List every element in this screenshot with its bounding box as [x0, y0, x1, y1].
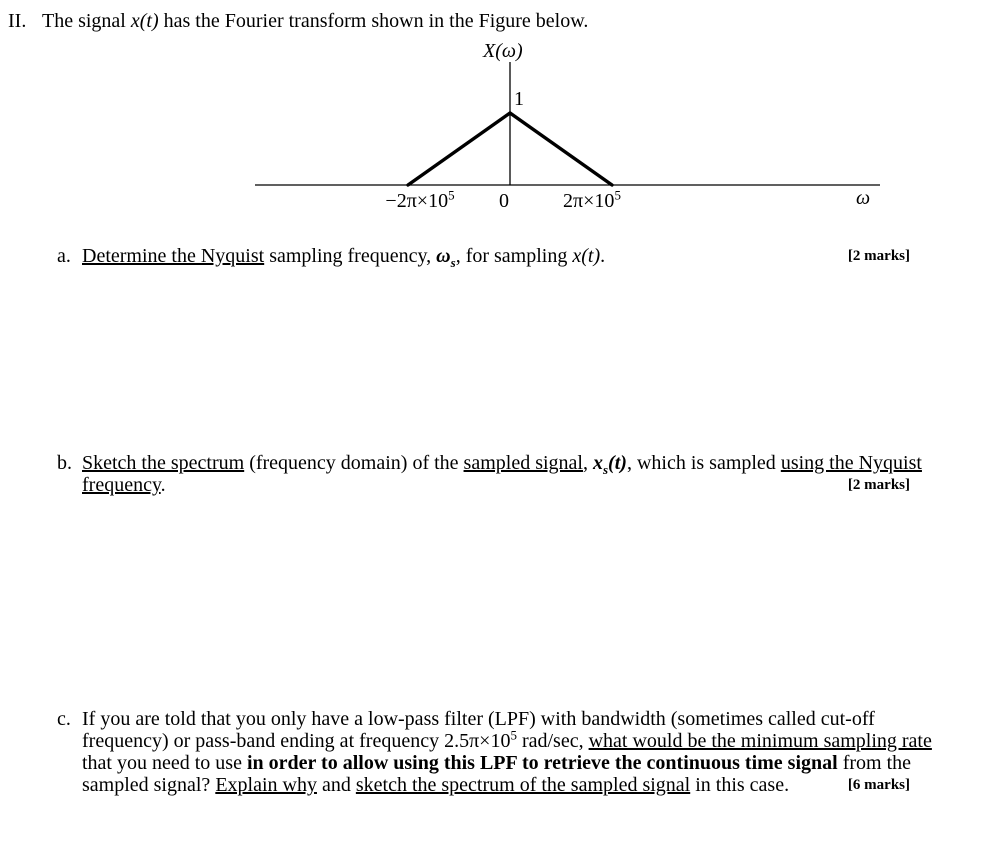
part-c-bold-1: in order to allow using this LPF to retrieve the continuous time signal — [246, 752, 838, 774]
part-c-exponent: 5 — [510, 727, 517, 743]
part-b-underline-3: using the Nyquist frequency — [82, 452, 922, 496]
part-c-text-3: that you need to use — [82, 752, 247, 774]
part-a-underline-1: Determine the Nyquist — [82, 245, 265, 267]
figure-right-tick-label — [563, 187, 621, 212]
part-b-underline-1: Sketch the spectrum — [82, 452, 245, 474]
part-b-text-2: , — [582, 452, 593, 474]
spectrum-plot — [0, 40, 992, 220]
part-c-marks: [6 marks] — [847, 777, 910, 793]
part-c-text-4: from the sampled signal? — [82, 752, 912, 796]
math-x-of-t: x(t) — [130, 10, 159, 32]
figure-left-tick-label — [385, 187, 455, 212]
part-b — [57, 452, 937, 496]
part-b-text-1: (frequency domain) of the — [244, 452, 464, 474]
part-c-text-6: in this case. — [690, 774, 790, 796]
math-x-of-t-part-a: x(t) — [572, 245, 601, 267]
part-c-underline-1: what would be the minimum sampling rate — [588, 730, 932, 752]
part-a-marks: [2 marks] — [847, 248, 910, 264]
part-b-underline-2: sampled signal — [463, 452, 583, 474]
figure-y-axis-label: X(ω) — [483, 40, 523, 62]
intro-pre: The signal — [42, 10, 131, 32]
part-a-text-3: . — [600, 245, 606, 267]
part-c-text-5: and — [316, 774, 356, 796]
figure-zero-tick-label: 0 — [499, 190, 509, 212]
part-c — [57, 708, 937, 796]
part-a-text-1: sampling frequency, — [264, 245, 437, 267]
right-tick-exponent: 5 — [614, 187, 621, 203]
figure-x-axis-label: ω — [856, 187, 871, 209]
left-tick-exponent: 5 — [448, 187, 455, 203]
figure-peak-value-label: 1 — [514, 88, 524, 110]
part-a-text-2: , for sampling — [455, 245, 573, 267]
math-omega-s: ω — [436, 245, 451, 267]
part-b-marks: [2 marks] — [847, 477, 910, 493]
part-a-label: a. — [57, 245, 71, 267]
part-c-underline-2: Explain why — [215, 774, 317, 796]
question-number: II. — [8, 10, 27, 32]
question-intro — [0, 10, 992, 32]
part-a-text — [82, 245, 937, 270]
math-x-s-subscript: s — [602, 462, 609, 477]
left-tick-base: −2π×10 — [385, 190, 449, 212]
question-intro-text — [42, 10, 588, 32]
math-x-s-of-t-paren: (t) — [608, 452, 627, 474]
part-a — [57, 245, 937, 270]
fourier-transform-figure — [0, 40, 992, 220]
part-c-text-2: rad/sec, — [516, 730, 589, 752]
part-c-text-1: If you are told that you only have a low-pass filter (LPF) with bandwidth (sometimes called cut-off frequency) or pass-band ending at frequency 2.5π×10 — [82, 708, 875, 752]
part-b-text-4: . — [160, 474, 166, 496]
part-b-text — [82, 452, 937, 496]
part-c-underline-3: sketch the spectrum of the sampled signal — [355, 774, 691, 796]
part-b-text-3: , which is sampled — [626, 452, 781, 474]
part-c-label: c. — [57, 708, 71, 730]
math-x-s: x — [592, 452, 603, 474]
math-omega-s-subscript: s — [450, 255, 456, 270]
part-c-text — [82, 708, 937, 796]
part-b-label: b. — [57, 452, 72, 474]
right-tick-base: 2π×10 — [563, 190, 615, 212]
intro-post: has the Fourier transform shown in the Figure below. — [158, 10, 589, 32]
